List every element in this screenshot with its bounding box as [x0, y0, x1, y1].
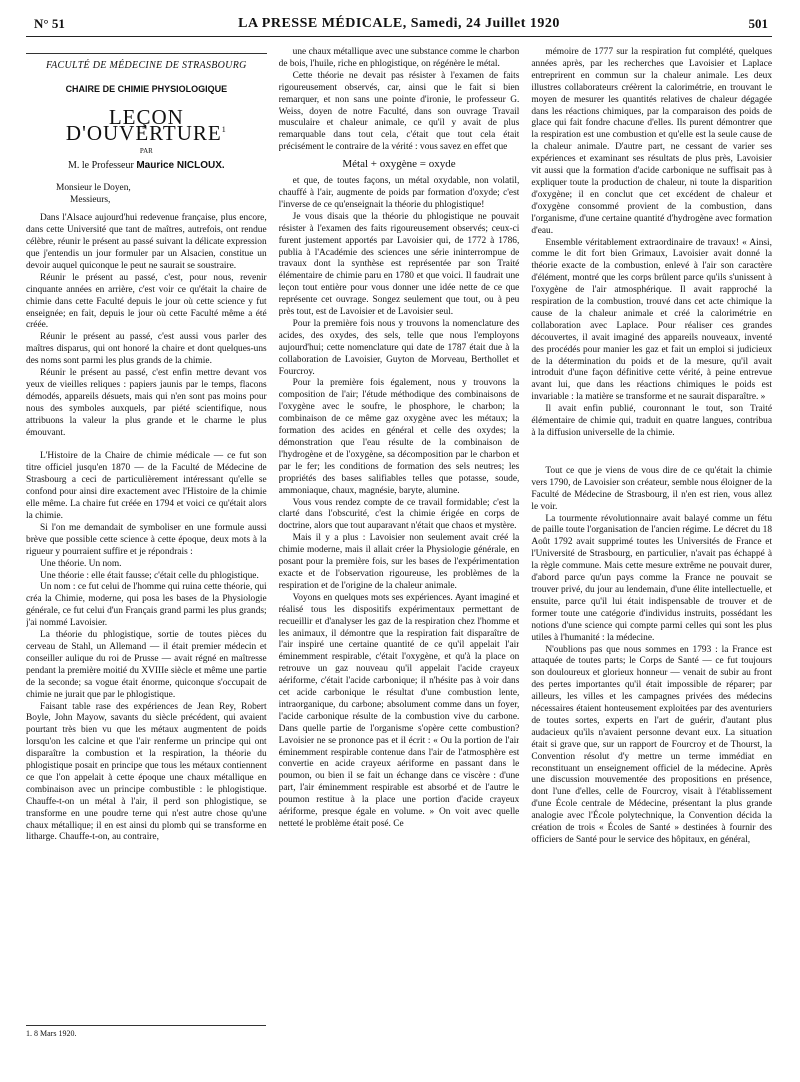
- footnote: 1. 8 Mars 1920.: [26, 1025, 266, 1038]
- author-line: [26, 160, 267, 172]
- paragraph: et que, de toutes façons, un métal oxydable, non volatil, chauffé à l'air, augmente de poids par formation d'oxyde; c'est l'inverse de ce qu'enseignait la théorie du phlogistique!: [278, 176, 520, 210]
- paragraph: Réunir le présent au passé, c'est aussi vous parler des maîtres disparus, qui ont honoré la chaire et dont quelques-uns des noms sont parmi les plus grands de la chimie.: [26, 332, 267, 367]
- author-name: Maurice NICLOUX.: [136, 159, 225, 171]
- chair-heading: CHAIRE DE CHIMIE PHYSIOLOGIQUE: [65, 83, 228, 94]
- column-3-body-b: [531, 466, 772, 847]
- paragraph: N'oublions pas que nous sommes en 1793 : la France est attaquée de toutes parts; le Corps de Santé — ce fut toujours son douloureux et glorieux honneur — venait de subir au front des pertes importantes qu'il était impossible de réparer; par ailleurs, les villes et les campagnes privées des médecins nécessaires étaient honteusement exploitées par des aventuriers de toutes sortes, experts en l'art de guérir, d'autant plus audacieux qu'ils n'avaient personne devant eux. La situation était si grave que, sur un rapport de Fourcroy et de Thourst, la Convention résolut d'y mettre un terme immédiat en reconstituant un enseignement officiel de la médecine. Après une discussion mouvementée des propositions en présence, dont l'une d'elles, celle de Fourcroy, visait à l'établissement d'une École centrale de Médecine, présentant la plus grande analogie avec l'École polytechnique, la Convention décida la création de trois « Écoles de Santé » destinées à fournir des officiers de Santé pour le service des hôpitaux, en général,: [531, 644, 773, 845]
- greeting: Messieurs,: [70, 195, 111, 206]
- author-prefix: M. le Professeur: [67, 159, 134, 171]
- paragraph: Faisant table rase des expériences de Jean Rey, Robert Boyle, John Mayow, savants du siècle précédent, qui avaient pourtant très bien vu que les métaux augmentent de poids lorsqu'on les calcine et que l'air renferme un principe qui ont disparaître la combustion et la respiration, la théorie du phlogistique posait en principe que tous les métaux contiennent ce que l'on appelait à cette époque une chaux métallique en combinaison avec un principe combustible : le phlogistique. Chauffe-t-on un métal à l'air, il perd son phlogistique, se transforme en une poudre terne qui n'est autre chose qu'une chaux métallique; il en est ainsi du plomb qui se transforme en litharge. Chauffe-t-on, au contraire,: [26, 701, 267, 843]
- column-1-body: [26, 213, 267, 844]
- masthead: [26, 14, 772, 37]
- column-3: [531, 47, 772, 1067]
- column-2-body-a: [279, 47, 520, 154]
- paragraph: La tourmente révolutionnaire avait balayé comme un fétu de paille toute l'organisation de l'ancien régime. Le décret du 18 Août 1792 avait supprimé toutes les Universités de France et l'Université de Strasbourg, en particulier, n'avait pas échappé à la règle commune. Mais cette mesure extrême ne pouvait durer, d'abord parce qu'un pays comme la France ne pouvait se trouver privé, du jour au lendemain, d'une élite intellectuelle, et ensuite, parce qu'il lui était indispensable de trouver et de former toute une catégorie d'individus instruits, possédant les notions d'une science qui compte parmi celles qui sont les plus utiles à l'humanité : la médecine.: [531, 513, 773, 643]
- paragraph: une chaux métallique avec une substance comme le charbon de bois, l'huile, riche en phlogistique, on régénère le métal.: [278, 47, 520, 69]
- column-2: [279, 47, 520, 1067]
- lecture-title: [26, 104, 267, 145]
- paragraph: Dans l'Alsace aujourd'hui redevenue française, plus encore, dans cette Université que tant de maîtres, autrefois, ont rendue célèbre, réunir le présent au passé suivant la délicate expression que j'entendis un jour formuler par un Alsacien, constitue un devoir auquel quiconque le peut ne saurait se soustraire.: [26, 213, 267, 271]
- paragraph: L'Histoire de la Chaire de chimie médicale — ce fut son titre officiel jusqu'en 1870 — de la Faculté de Médecine de Strasbourg a ceci de particulièrement intéressant qu'elle se confond pour ainsi dire exactement avec l'Histoire de la chimie elle même. La chaire fut créée en 1794 et voici ce qu'était alors la chimie.: [26, 451, 267, 521]
- top-rule: [26, 53, 267, 54]
- paragraph: Si l'on me demandait de symboliser en une formule aussi brève que possible cette science à cette époque, deux mots à la rigueur y pourraient suffire et je répondrais :: [26, 522, 267, 557]
- column-1: [26, 47, 267, 1067]
- paragraph: Voyons en quelques mots ses expériences. Ayant imaginé et réalisé tous les dispositifs expérimentaux permettant de recueillir et d'analyser les gaz de la respiration chez l'homme et les animaux, il démontre que la respiration fait disparaître de l'air inspiré une certaine quantité de ce qu'il appelait l'air éminemment respirable, c'était l'oxygène, et qu'à la place on retrouve un gaz nouveau qu'il appelait l'acide crayeux aériforme, c'était l'acide carbonique; il n'hésite pas à voir dans cet acide carbonique le résultat d'une combustion lente, intraorganique, du carbone; absolument comme dans un foyer, l'acide carbonique résulte de la combustion vive du carbone. Dans quelle partie de l'organisme s'opère cette combustion? Lavoisier ne se prononce pas et il écrit : « Ou la portion de l'air éminemment respirable contenue dans l'air de l'atmosphère est convertie en acide crayeux aériforme en passant dans le poumon, ou bien il se fait un échange dans ce viscère : d'une part, l'air éminemment respirable est absorbé et de l'autre le poumon restitue à la place une portion d'acide crayeux aériforme, presque égale en volume. » On voit avec quelle netteté le problème était posé. Ce: [278, 592, 520, 829]
- columns: [26, 47, 772, 1067]
- column-3-body-a: [531, 47, 772, 440]
- paragraph: mémoire de 1777 sur la respiration fut complété, quelques années après, par les recherches que Lavoisier et Laplace entreprirent en commun sur la chaleur animale. Les deux illustres collaborateurs créèrent la calorimétrie, en trouvant le moyen de mesurer les quantités relatives de chaleur dégagée dans les réactions chimiques, par la comparaison des poids de glace qui fait fondre chacune d'elles. Ils purent démontrer que la respiration est une combustion et qu'elle est la seule cause de la chaleur animale. D'autre part, ne cessant de varier ses expériences et examinant ses résultats de plus près, Lavoisier vit aussi que la formation d'acide carbonique ne suffisait pas à expliquer toute la production de chaleur, ni toute la disparition d'oxygène; il en conclut que cet excédent de chaleur et d'oxygène consommé provient de la combustion, dans l'organisme, d'une certaine quantité d'hydrogène avec formation d'eau.: [531, 47, 773, 236]
- greeting: Monsieur le Doyen,: [56, 183, 131, 194]
- footnote-marker: 1: [221, 124, 227, 134]
- column-2-body-b: [279, 176, 520, 831]
- paragraph: Cette théorie ne devait pas résister à l'examen de faits rigoureusement observés, car, ainsi que le fait si bien remarquer, et non sans une pointe d'ironie, le professeur G. Weiss, doyen de notre Faculté, dans son ouvrage Travail musculaire et chaleur animale, ce qu'il y avait de plus remarquable dans tout cela, c'était que tout cela était précisément le contraire de la vérité : vous savez en effet que: [278, 70, 520, 153]
- journal-title: LA PRESSE MÉDICALE, Samedi, 24 Juillet 1920: [238, 16, 560, 31]
- faculty-heading: FACULTÉ DE MÉDECINE DE STRASBOURG: [46, 60, 247, 71]
- section-gap: [531, 440, 772, 466]
- paragraph: Ensemble véritablement extraordinaire de travaux! « Ainsi, comme le dit fort bien Grimaux, Lavoisier avait donné la théorie exacte de la combustion, enlevé à l'air son caractère d'élément, montré que les corps brûlent parce qu'ils s'unissent à l'oxygène de l'air atmosphérique. Il avait rapproché la respiration de la combustion, trouvé dans cet acte chimique la cause de la chaleur animale et créé la calorimétrie en collaboration avec Laplace. Pour réaliser ces grandes découvertes, il avait imaginé des appareils nouveaux, inventé des procédés pour manier les gaz et fait un emploi si judicieux de la détermination du poids et de la mesure, qu'il avait introduit d'une façon définitive cette vérité, à peine entrevue avant lui, que dans les réactions chimiques le poids est invariable : la matière se transforme et ne saurait disparaître. »: [531, 237, 773, 403]
- paragraph: Réunir le présent au passé, c'est enfin mettre devant vos yeux de vieilles reliques : papiers jaunis par le temps, flacons démodés, appareils désuets, mais qui n'en sont pas moins pour nous des symboles auxquels, par piété scientifique, nous attribuons la valeur la plus grande et le charme le plus émouvant.: [26, 368, 267, 438]
- paragraph: Une théorie : elle était fausse; c'était celle du phlogistique.: [40, 570, 259, 581]
- lecture-title-text: LEÇON D'OUVERTURE: [65, 104, 222, 145]
- paragraph: Un nom : ce fut celui de l'homme qui ruina cette théorie, qui créa la Chimie, moderne, qui posa les bases de la Physiologie générale, ce fut celui d'un Français grand parmi les plus grands; j'ai nommé Lavoisier.: [26, 582, 267, 629]
- issue-number: N° 51: [34, 16, 65, 31]
- paragraph: Vous vous rendez compte de ce travail formidable; c'est la clarté dans l'obscurité, c'est la chimie érigée en corps de doctrine, alors que tout auparavant n'était que chaos et mystère.: [278, 497, 520, 532]
- paragraph: Mais il y a plus : Lavoisier non seulement avait créé la chimie moderne, mais il allait créer la Physiologie générale, en posant pour la première fois, sur les bases de l'expérimentation exacte et de l'observation rigoureuse, les problèmes de la respiration et de l'origine de la chaleur animale.: [278, 533, 520, 591]
- page-number: 501: [748, 16, 768, 31]
- paragraph: Pour la première fois nous y trouvons la nomenclature des acides, des oxydes, des sels, telle que nous l'employons aujourd'hui; cette nomenclature qui date de 1787 était due à la collaboration de Lavoisier, Guyton de Morveau, Berthollet et Fourcroy.: [278, 318, 520, 377]
- paragraph: La théorie du phlogistique, sortie de toutes pièces du cerveau de Stahl, un Allemand — il était premier médecin et conseiller aulique du roi de Prusse — avait régné en maîtresse pendant la première moitié du XVIIIe siècle et même une partie de la seconde; sa vogue était énorme, quiconque s'occupait de chimie ne jurait que par le phlogistique.: [26, 630, 267, 700]
- paragraph: Je vous disais que la théorie du phlogistique ne pouvait résister à l'examen des faits rigoureusement observés; ceux-ci furent justement apportés par Lavoisier qui, de 1772 à 1786, publia à l'Académie des sciences une série ininterrompue de travaux dont la synthèse est représentée par son Traité élémentaire de chimie paru en 1780 et que voici. Il faudrait une leçon tout entière pour vous donner une idée nette de ce que représente cet ouvrage. Songez seulement que tout, ou à peu près tout, est de Lavoisier et de Lavoisier seul.: [278, 211, 520, 318]
- formula: Métal + oxygène = oxyde: [342, 158, 456, 171]
- paragraph: Tout ce que je viens de vous dire de ce qu'était la chimie vers 1790, de Lavoisier son créateur, semble nous éloigner de la Faculté de Médecine de Strasbourg, il n'en est rien, vous allez le voir.: [531, 465, 773, 512]
- paragraph: Il avait enfin publié, couronnant le tout, son Traité élémentaire de chimie qui, traduit en quatre langues, contribua à la diffusion universelle de la chimie.: [531, 404, 773, 438]
- paragraph: Pour la première fois également, nous y trouvons la composition de l'air; l'étude méthodique des combinaisons de l'oxygène avec le soufre, le phosphore, le charbon; la combinaison de ce même gaz oxygène avec les métaux; la formation des acides en général et celle des oxydes; la démonstration que l'eau résulte de la combinaison de l'hydrogène et de l'oxygène, sa décomposition par le charbon et par le fer; les conditions de formation des sels neutres; les propriétés des bases salifiables telles que potasse, soude, ammoniaque, chaux, magnésie, baryte, alumine.: [278, 378, 520, 496]
- paragraph: Une théorie. Un nom.: [40, 558, 122, 569]
- paragraph: Réunir le présent au passé, c'est, pour nous, revenir cinquante années en arrière, c'est voir ce qu'était la chaire de chimie dans cette Faculté depuis le jour où cette science y fut enseignée; en fait, depuis le jour où cette Faculté même a été créée.: [26, 272, 267, 331]
- by-label: PAR: [139, 146, 153, 155]
